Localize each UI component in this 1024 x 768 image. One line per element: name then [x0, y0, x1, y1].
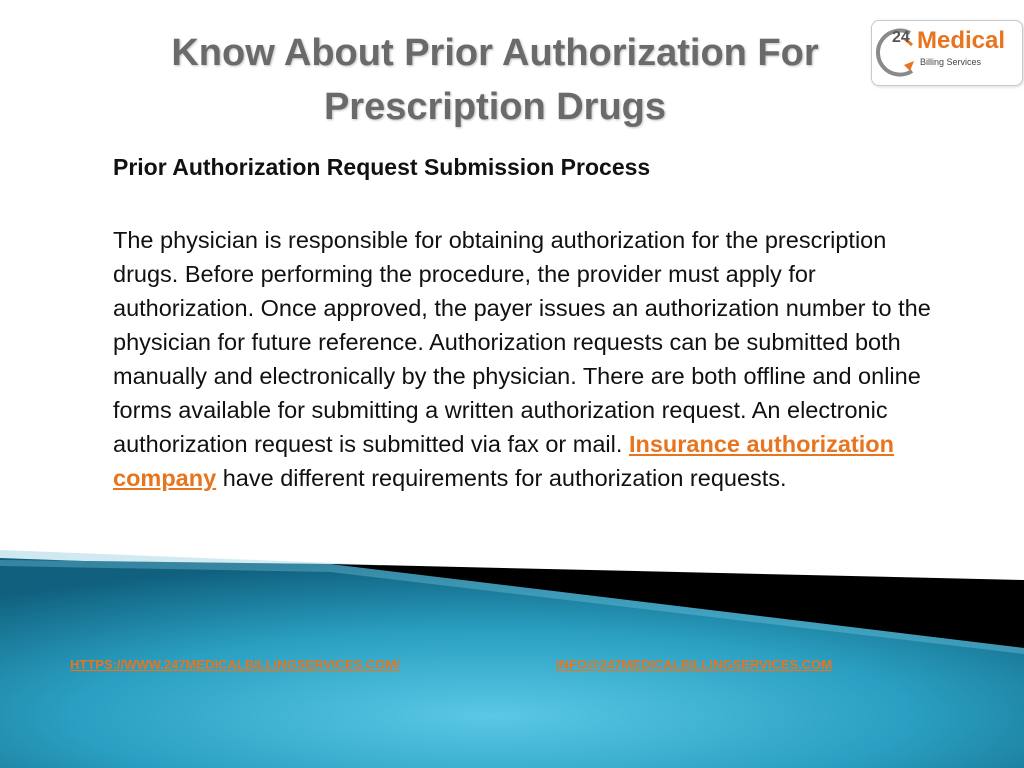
footer-website-link[interactable]: HTTPS://WWW.247MEDICALBILLINGSERVICES.COM/ [70, 657, 400, 672]
logo-tagline: Billing Services [920, 57, 982, 67]
body-text-tail: have different requirements for authorization requests. [216, 465, 787, 491]
section-heading: Prior Authorization Request Submission Process [113, 154, 651, 180]
body-paragraph [113, 223, 953, 495]
insurance-authorization-link[interactable]: Insurance authorization company [113, 431, 895, 491]
footer-email-link[interactable]: INFO@247MEDICALBILLINGSERVICES.COM [556, 657, 833, 672]
body-text-main: The physician is responsible for obtaining authorization for the prescription drugs. Before performing the procedure, the provider must apply for authorization. Once approved, the payer issues an authorization number to the physician for future reference. Authorization requests can be submitted both manually and electronically by the physician. There are both offline and online forms available for submitting a written authorization request. An electronic authorization request is submitted via fax or mail. [113, 227, 931, 457]
logo-number: 24 [892, 29, 910, 46]
logo-wordmark: Medical [917, 27, 1006, 54]
company-logo [871, 20, 1023, 86]
slide-title: Know About Prior Authorization For Prescription Drugs [171, 32, 819, 128]
